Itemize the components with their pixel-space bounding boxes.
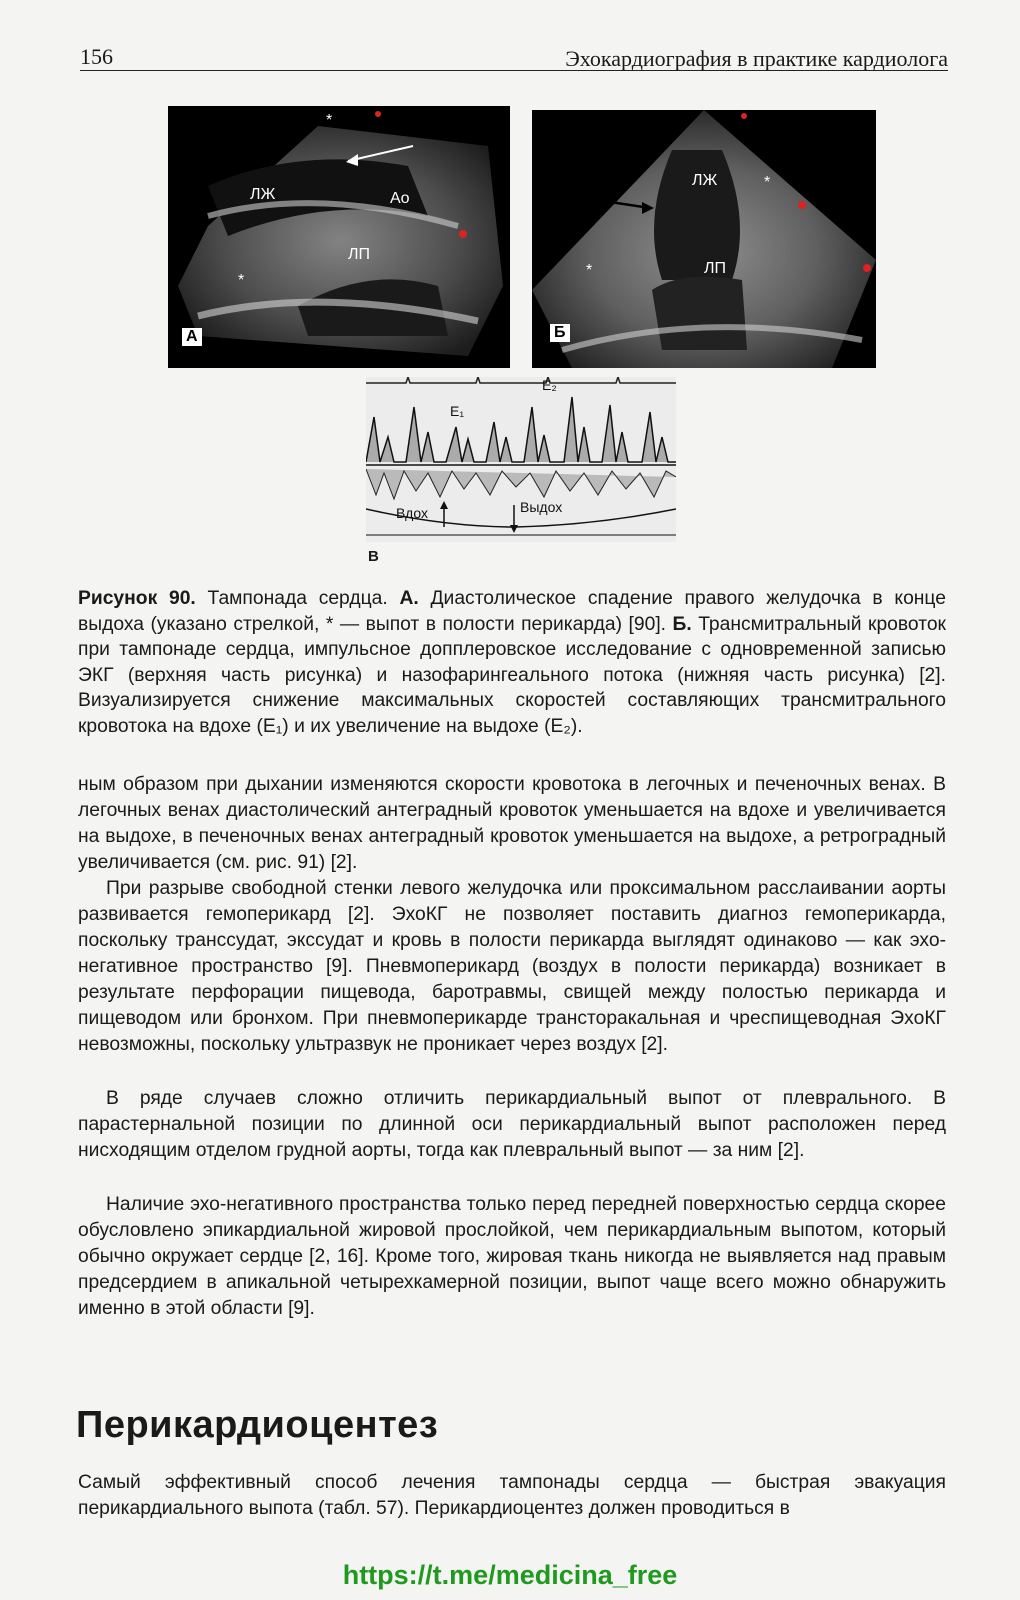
paragraph-1: ным образом при дыхании изменяются скорости кровотока в легочных и печеночных венах. В легочных венах диастолический антеградный кровоток уменьшается на вдохе и увеличивается на выдохе, в печеночных венах антеградный кровоток уменьшается на выдохе, а ретроградный увеличивается (см. рис. 91) [2]. xyxy=(78,774,946,873)
label-lp-b: ЛП xyxy=(704,260,726,277)
caption-b-text: Трансмитральный кровоток при тампонаде сердца, импульсное допплеровское исследование с одновременной записью ЭКГ (верхняя часть рисунка) и назофарингеального потока (нижняя часть рисунка) [2]. Визуализируется снижение максимальных скоростей составляющих трансмитрального кровотока на вдохе (E₁) и их увеличение на выдохе (E₂). xyxy=(78,613,946,737)
echo-panel-b xyxy=(532,110,876,368)
caption-a-text: Диастолическое спадение правого желудочка в конце выдоха (указано стрелкой, * — выпот в полости перикарда) [90]. xyxy=(78,588,946,635)
figure-caption xyxy=(78,586,946,739)
label-star-a-top: * xyxy=(326,112,333,129)
doppler-panel-c xyxy=(366,377,676,542)
label-e1: E₁ xyxy=(450,403,465,419)
label-inhale: Вдох xyxy=(396,505,428,521)
paragraph-4: Наличие эхо-негативного пространства только перед передней поверхностью сердца скорее обусловлено эпикардиальной жировой прослойкой, чем перикардиальным выпотом, который обычно окружает сердце [2, 16]. Кроме того, жировая ткань никогда не выявляется над правым предсердием в апикальной четырехкамерной позиции, выпот чаще всего можно обнаружить именно в этой области [9]. xyxy=(78,1194,946,1319)
caption-b-label: Б. xyxy=(672,613,692,635)
paragraph-5: Самый эффективный способ лечения тампонады сердца — быстрая эвакуация перикардиального выпота (табл. 57). Перикардиоцентез должен проводиться в xyxy=(78,1472,946,1519)
echo-panel-a xyxy=(168,106,510,368)
label-ao-a: Ао xyxy=(390,190,410,207)
footer-link[interactable]: https://t.me/medicina_free xyxy=(342,1560,678,1590)
panel-a-letter: А xyxy=(182,328,202,346)
caption-label: Рисунок 90. xyxy=(78,588,196,609)
page-header xyxy=(80,40,948,71)
label-star-b-bottom: * xyxy=(586,262,593,279)
caption-title: Тампонада сердца. xyxy=(195,588,400,609)
label-lzh-b: ЛЖ xyxy=(692,172,718,189)
label-e2: E₂ xyxy=(542,377,557,393)
caption-a-label: А. xyxy=(399,588,419,609)
echo-image-a xyxy=(168,106,510,368)
section-heading: Перикардиоцентез xyxy=(76,1404,439,1446)
label-lzh-a: ЛЖ xyxy=(250,186,276,203)
label-exhale: Выдох xyxy=(520,499,563,515)
panel-b-letter: Б xyxy=(550,324,570,342)
label-star-b-top: * xyxy=(764,174,771,191)
label-lp-a: ЛП xyxy=(348,246,370,263)
panel-c-letter: В xyxy=(368,548,379,565)
label-star-a-bottom: * xyxy=(238,272,245,289)
page-number: 156 xyxy=(80,44,113,69)
echo-image-b xyxy=(532,110,876,368)
paragraph-3: В ряде случаев сложно отличить перикардиальный выпот от плеврального. В парастернальной позиции по длинной оси перикардиальный выпот расположен перед нисходящим отделом грудной аорты, тогда как плевральный выпот — за ним [2]. xyxy=(78,1088,946,1161)
paragraph-2: При разрыве свободной стенки левого желудочка или проксимальном расслаивании аорты развивается гемоперикард [2]. ЭхоКГ не позволяет поставить диагноз гемоперикарда, поскольку транссудат, экссудат и кровь в полости перикарда выглядят одинаково — как эхо-негативное пространство [9]. Пневмоперикард (воздух в полости перикарда) возникает в результате перфорации пищевода, баротравмы, свищей между полостью перикарда и пищеводом или бронхом. При пневмоперикарде трансторакальная и чреспищеводная ЭхоКГ невозможны, поскольку ультразвук не проникает через воздух [2]. xyxy=(78,878,946,1055)
running-title: Эхокардиография в практике кардиолога xyxy=(565,46,948,71)
